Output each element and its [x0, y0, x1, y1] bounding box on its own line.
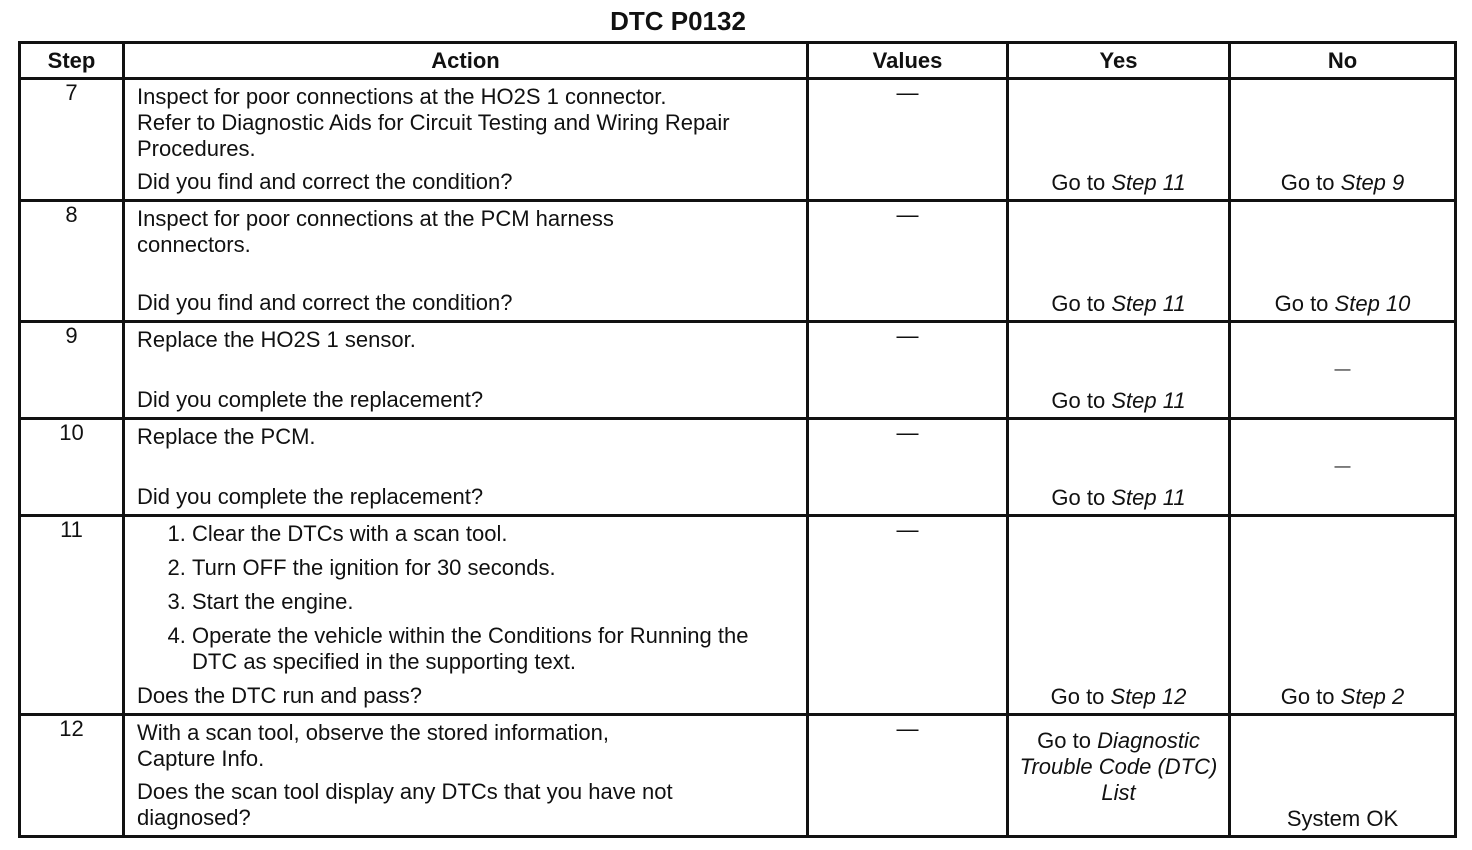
header-yes: Yes	[1008, 43, 1230, 79]
header-step: Step	[20, 43, 124, 79]
yes-link[interactable]	[1009, 485, 1228, 511]
action-steps-list	[137, 521, 796, 675]
step-ref: Step 2	[1340, 684, 1405, 709]
step-ref: Step 10	[1334, 291, 1411, 316]
values-cell: —	[808, 419, 1008, 516]
step-ref: Step 11	[1111, 388, 1186, 413]
yes-link[interactable]	[1009, 728, 1228, 806]
no-cell	[1230, 516, 1456, 715]
header-action: Action	[124, 43, 808, 79]
no-link[interactable]	[1231, 291, 1454, 317]
go-to-label: Go to	[1051, 485, 1106, 510]
no-cell	[1230, 715, 1456, 837]
table-row	[20, 201, 1456, 322]
action-question: Does the DTC run and pass?	[137, 683, 422, 708]
action-cell	[124, 322, 808, 419]
system-ok-text: System OK	[1286, 806, 1399, 831]
step-number: 11	[20, 516, 124, 715]
step-number: 8	[20, 201, 124, 322]
step-number: 7	[20, 79, 124, 201]
yes-link[interactable]	[1009, 291, 1228, 317]
diagnostic-table	[18, 41, 1457, 838]
action-question: Did you find and correct the condition?	[137, 169, 513, 194]
values-cell: —	[808, 201, 1008, 322]
step-number: 10	[20, 419, 124, 516]
action-text: With a scan tool, observe the stored information, Capture Info.	[137, 720, 610, 771]
step-ref: Step 9	[1340, 170, 1405, 195]
header-no: No	[1230, 43, 1456, 79]
values-cell: —	[808, 79, 1008, 201]
yes-link[interactable]	[1009, 170, 1228, 196]
dtc-list-ref: Diagnostic Trouble Code (DTC) List	[1019, 728, 1218, 805]
action-question: Did you find and correct the condition?	[137, 290, 513, 315]
values-cell: —	[808, 715, 1008, 837]
step-number: 9	[20, 322, 124, 419]
step-ref: Step 11	[1111, 170, 1186, 195]
values-cell: —	[808, 516, 1008, 715]
action-question: Did you complete the replacement?	[137, 484, 484, 509]
header-values: Values	[808, 43, 1008, 79]
action-cell	[124, 715, 808, 837]
action-text: Inspect for poor connections at the HO2S 1 connector.	[137, 84, 667, 109]
go-to-label: Go to	[1280, 684, 1335, 709]
header-row	[20, 43, 1456, 79]
go-to-label: Go to	[1037, 728, 1091, 753]
no-cell	[1230, 79, 1456, 201]
yes-cell	[1008, 516, 1230, 715]
table-row	[20, 419, 1456, 516]
action-question: Does the scan tool display any DTCs that you have not diagnosed?	[137, 779, 673, 830]
no-cell: —	[1230, 419, 1456, 516]
yes-cell	[1008, 419, 1230, 516]
table-row	[20, 516, 1456, 715]
go-to-label: Go to	[1051, 291, 1106, 316]
table-row	[20, 322, 1456, 419]
action-cell	[124, 419, 808, 516]
action-cell	[124, 201, 808, 322]
no-cell: —	[1230, 322, 1456, 419]
go-to-label: Go to	[1280, 170, 1335, 195]
go-to-label: Go to	[1051, 388, 1106, 413]
yes-cell	[1008, 79, 1230, 201]
action-text: Replace the HO2S 1 sensor.	[137, 327, 416, 352]
step-ref: Step 11	[1111, 485, 1186, 510]
action-text: Refer to Diagnostic Aids for Circuit Testing and Wiring Repair Procedures.	[137, 110, 730, 161]
no-cell	[1230, 201, 1456, 322]
action-text: Inspect for poor connections at the PCM harness connectors.	[137, 206, 614, 257]
yes-cell	[1008, 322, 1230, 419]
values-cell: —	[808, 322, 1008, 419]
step-ref: Step 12	[1110, 684, 1187, 709]
action-question: Did you complete the replacement?	[137, 387, 484, 412]
list-item: 1. Clear the DTCs with a scan tool.	[192, 521, 796, 547]
go-to-label: Go to	[1274, 291, 1329, 316]
no-link[interactable]	[1231, 684, 1454, 710]
go-to-label: Go to	[1051, 170, 1106, 195]
yes-link[interactable]	[1009, 684, 1228, 710]
no-link[interactable]	[1231, 170, 1454, 196]
page-title: DTC P0132	[610, 6, 746, 36]
list-item: 4. Operate the vehicle within the Conditions for Running the DTC as specified in the supporting text.	[192, 623, 796, 675]
go-to-label: Go to	[1050, 684, 1105, 709]
step-number: 12	[20, 715, 124, 837]
list-item: 3. Start the engine.	[192, 589, 796, 615]
yes-cell	[1008, 201, 1230, 322]
yes-link[interactable]	[1009, 388, 1228, 414]
step-ref: Step 11	[1111, 291, 1186, 316]
yes-cell	[1008, 715, 1230, 837]
table-row	[20, 79, 1456, 201]
list-item: 2. Turn OFF the ignition for 30 seconds.	[192, 555, 796, 581]
table-row	[20, 715, 1456, 837]
action-cell	[124, 79, 808, 201]
action-text: Replace the PCM.	[137, 424, 316, 449]
action-cell	[124, 516, 808, 715]
